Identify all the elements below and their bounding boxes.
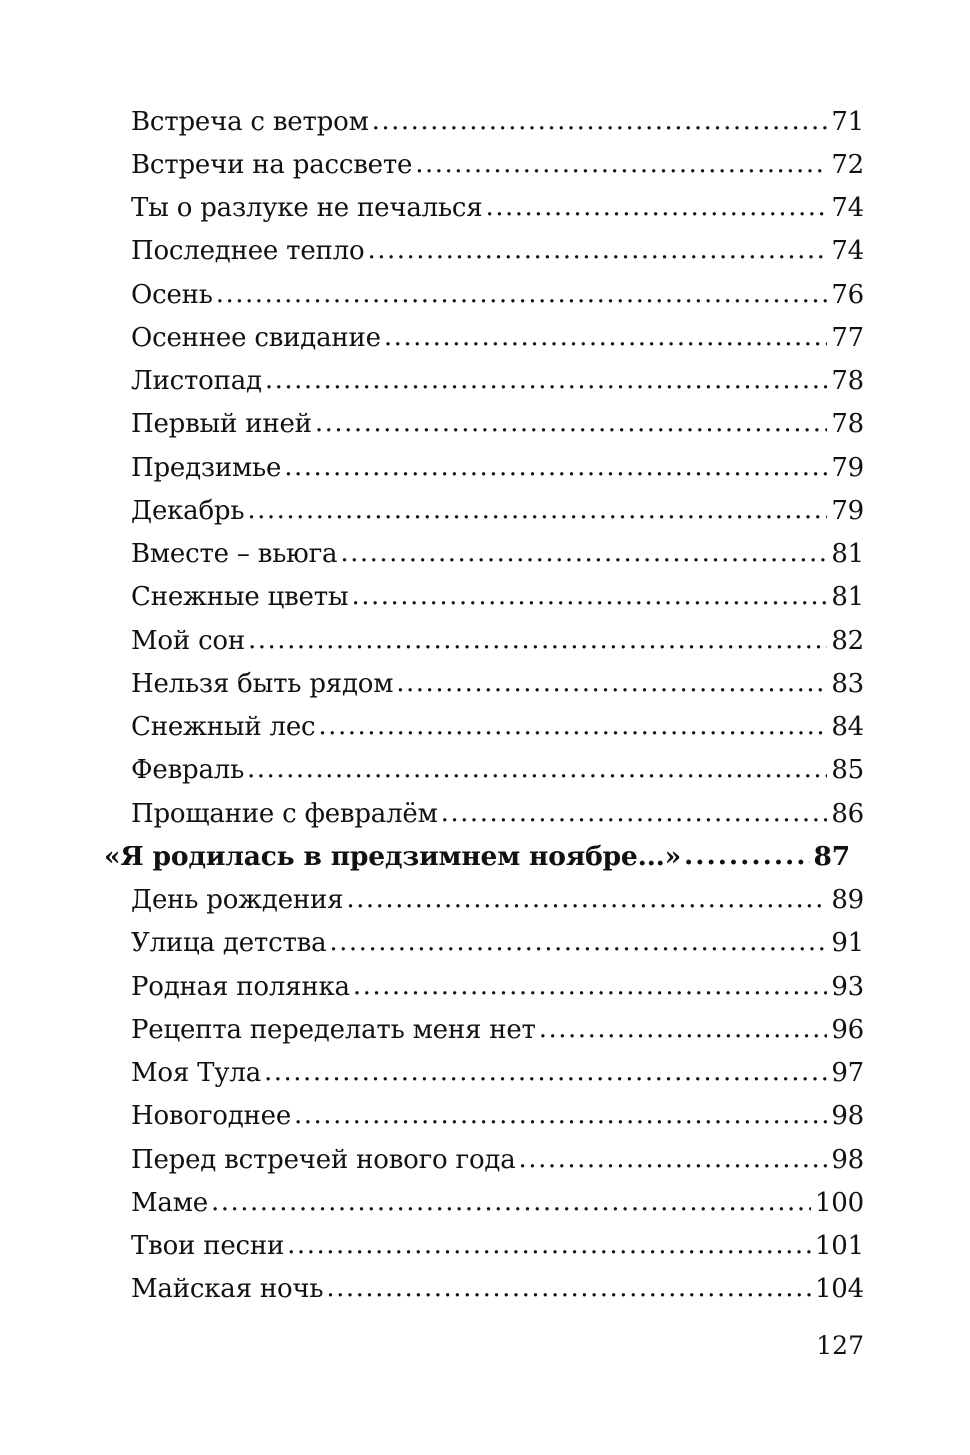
- toc-entry-page: 77: [831, 323, 864, 353]
- toc-entry-page: 78: [831, 366, 864, 396]
- toc-entry-title: Перед встречей нового года: [131, 1145, 516, 1175]
- toc-entry-page: 98: [831, 1101, 864, 1131]
- toc-entry-page: 104: [814, 1274, 864, 1304]
- toc-entry-page: 82: [831, 626, 864, 656]
- toc-entry-title: Первый иней: [131, 409, 312, 439]
- toc-entry: [131, 1183, 864, 1223]
- toc-entry-page: 93: [831, 972, 864, 1002]
- dot-leader: [415, 144, 827, 184]
- toc-entry-page: 83: [831, 669, 864, 699]
- toc-section-title: «Я родилась в предзимнем ноябре...»: [104, 841, 682, 872]
- toc-entry: [131, 1053, 864, 1093]
- toc-entry-page: 97: [831, 1058, 864, 1088]
- toc-entry-title: День рождения: [131, 885, 344, 915]
- toc-entry: [131, 534, 864, 574]
- toc-entry: [131, 880, 864, 920]
- toc-entry: [131, 448, 864, 488]
- toc-entry-page: 81: [831, 539, 864, 569]
- toc-entry-page: 101: [814, 1231, 864, 1261]
- toc-entry: [131, 1140, 864, 1180]
- toc-entry-page: 81: [831, 582, 864, 612]
- toc-entry: [131, 145, 864, 185]
- toc-section-heading: [104, 837, 850, 877]
- toc-entry: [131, 231, 864, 271]
- toc-entry-title: Твои песни: [131, 1231, 285, 1261]
- dot-leader: [396, 663, 827, 703]
- toc-entry-title: Мой сон: [131, 626, 246, 656]
- dot-leader: [340, 533, 827, 573]
- dot-leader: [684, 836, 810, 876]
- toc-entry: [131, 188, 864, 228]
- toc-entry: [131, 491, 864, 531]
- toc-entry-page: 86: [831, 799, 864, 829]
- dot-leader: [247, 749, 827, 789]
- dot-leader: [315, 403, 828, 443]
- toc-entry-page: 76: [831, 280, 864, 310]
- dot-leader: [247, 490, 827, 530]
- dot-leader: [353, 966, 827, 1006]
- dot-leader: [351, 576, 827, 616]
- toc-entry-title: Декабрь: [131, 496, 245, 526]
- toc-entry: [131, 1010, 864, 1050]
- toc-entry-title: Маме: [131, 1188, 208, 1218]
- toc-entry-title: Листопад: [131, 366, 262, 396]
- toc-entry-page: 85: [831, 755, 864, 785]
- toc-entry-title: Рецепта переделать меня нет: [131, 1015, 536, 1045]
- toc-entry-title: Родная полянка: [131, 972, 350, 1002]
- toc-entry-page: 96: [831, 1015, 864, 1045]
- toc-entry-page: 74: [831, 193, 864, 223]
- dot-leader: [287, 1225, 811, 1265]
- toc-entry-title: Снежные цветы: [131, 582, 349, 612]
- toc-section-page: 87: [813, 841, 850, 872]
- toc-entry: [131, 275, 864, 315]
- toc-entry-title: Новогоднее: [131, 1101, 292, 1131]
- toc-entry-title: Осеннее свидание: [131, 323, 381, 353]
- dot-leader: [264, 1052, 827, 1092]
- dot-leader: [384, 317, 827, 357]
- dot-leader: [485, 187, 827, 227]
- dot-leader: [329, 922, 827, 962]
- dot-leader: [284, 447, 827, 487]
- dot-leader: [539, 1009, 828, 1049]
- toc-entry-title: Встречи на рассвете: [131, 150, 413, 180]
- toc-entry-title: Ты о разлуке не печалься: [131, 193, 483, 223]
- toc-entry: [131, 404, 864, 444]
- toc-entry-title: Последнее тепло: [131, 236, 365, 266]
- toc-entry: [131, 750, 864, 790]
- toc-entry: [131, 1226, 864, 1266]
- toc-entry-page: 71: [831, 107, 864, 137]
- toc-entry-page: 84: [831, 712, 864, 742]
- toc-entry-title: Нельзя быть рядом: [131, 669, 394, 699]
- toc-entry: [131, 318, 864, 358]
- dot-leader: [367, 230, 827, 270]
- toc-entry-page: 79: [831, 496, 864, 526]
- toc-entry-title: Прощание с февралём: [131, 799, 438, 829]
- dot-leader: [372, 101, 828, 141]
- toc-entry-title: Майская ночь: [131, 1274, 324, 1304]
- page-number: 127: [816, 1331, 864, 1360]
- dot-leader: [294, 1095, 827, 1135]
- toc-entry-page: 78: [831, 409, 864, 439]
- toc-entry: [131, 707, 864, 747]
- dot-leader: [265, 360, 827, 400]
- toc-entry: [131, 1096, 864, 1136]
- toc-entry-page: 72: [831, 150, 864, 180]
- dot-leader: [326, 1268, 811, 1308]
- toc-entry: [131, 577, 864, 617]
- toc-entry-title: Снежный лес: [131, 712, 316, 742]
- toc-entry-title: Февраль: [131, 755, 245, 785]
- toc-entry: [131, 967, 864, 1007]
- toc-entry-title: Улица детства: [131, 928, 327, 958]
- toc-entry: [131, 102, 864, 142]
- toc-entry: [131, 664, 864, 704]
- toc-entry: [131, 1269, 864, 1309]
- toc-entry: [131, 794, 864, 834]
- dot-leader: [519, 1139, 828, 1179]
- toc-entry-page: 89: [831, 885, 864, 915]
- dot-leader: [248, 620, 827, 660]
- toc-entry-title: Вместе – вьюга: [131, 539, 338, 569]
- toc-entry: [131, 923, 864, 963]
- dot-leader: [216, 274, 828, 314]
- dot-leader: [211, 1182, 811, 1222]
- toc-entry-title: Моя Тула: [131, 1058, 261, 1088]
- toc-entry-title: Встреча с ветром: [131, 107, 369, 137]
- toc-entry-page: 79: [831, 453, 864, 483]
- dot-leader: [318, 706, 827, 746]
- toc-entry-page: 98: [831, 1145, 864, 1175]
- dot-leader: [346, 879, 827, 919]
- toc-entry-page: 74: [831, 236, 864, 266]
- dot-leader: [441, 793, 828, 833]
- toc-entry: [131, 361, 864, 401]
- toc-entry: [131, 621, 864, 661]
- toc-entry-page: 91: [831, 928, 864, 958]
- toc-entry-title: Осень: [131, 280, 213, 310]
- toc-entry-page: 100: [814, 1188, 864, 1218]
- toc-entry-title: Предзимье: [131, 453, 282, 483]
